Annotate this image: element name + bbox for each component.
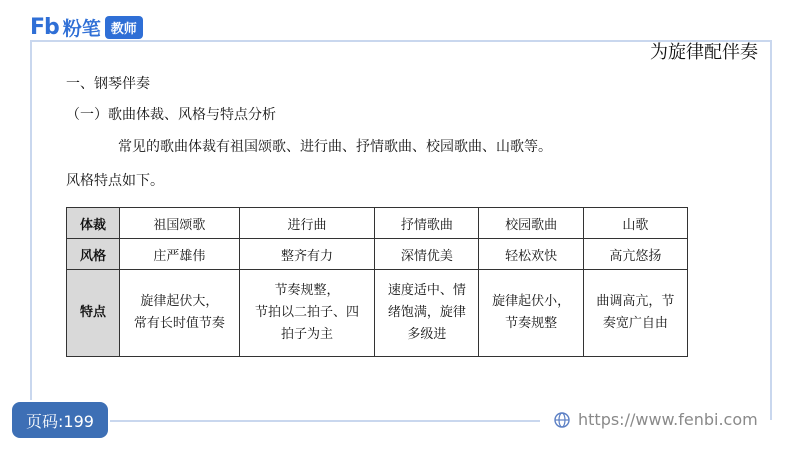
table-row — [67, 208, 688, 239]
cell-line: 曲调高亢，节 — [596, 294, 675, 309]
row-header: 特点 — [67, 270, 120, 357]
table-cell: 整齐有力 — [239, 239, 374, 270]
subsection-heading: （一）歌曲体裁、风格与特点分析 — [66, 107, 276, 123]
cell-line: 节拍以二拍子、四 — [255, 305, 360, 320]
table-cell: 山歌 — [583, 208, 687, 239]
table-cell — [120, 270, 240, 357]
table-row — [67, 270, 688, 357]
cell-line: 奏宽广自由 — [602, 316, 668, 331]
brand-mark: Fb — [30, 14, 59, 40]
table-cell — [239, 270, 374, 357]
table-cell: 抒情歌曲 — [375, 208, 479, 239]
cell-line: 常有长时值节奏 — [133, 316, 225, 331]
table-cell — [479, 270, 583, 357]
page-topic: 为旋律配伴奏 — [650, 42, 758, 63]
frame-bottom-line — [110, 420, 540, 422]
page-number-badge: 页码:199 — [12, 402, 108, 438]
site-url-text[interactable]: https://www.fenbi.com — [578, 410, 758, 429]
brand-logo — [30, 14, 143, 40]
genre-style-table — [66, 207, 688, 357]
cell-line: 节奏规整 — [505, 316, 558, 331]
section-heading: 一、钢琴伴奏 — [66, 76, 150, 92]
table-cell: 校园歌曲 — [479, 208, 583, 239]
cell-line: 绪饱满，旋律 — [387, 305, 466, 320]
body-paragraph-cont: 风格特点如下。 — [66, 173, 164, 189]
body-paragraph: 常见的歌曲体裁有祖国颂歌、进行曲、抒情歌曲、校园歌曲、山歌等。 — [118, 139, 552, 155]
frame-right-line — [770, 40, 772, 420]
table-cell: 轻松欢快 — [479, 239, 583, 270]
table-cell: 深情优美 — [375, 239, 479, 270]
row-header: 体裁 — [67, 208, 120, 239]
cell-line: 旋律起伏小， — [492, 294, 571, 309]
cell-line: 多级进 — [407, 327, 447, 342]
row-header: 风格 — [67, 239, 120, 270]
table-cell — [375, 270, 479, 357]
globe-icon — [554, 412, 570, 428]
site-url[interactable] — [554, 410, 758, 429]
table-cell — [583, 270, 687, 357]
frame-left-line — [30, 40, 32, 400]
table-cell: 祖国颂歌 — [120, 208, 240, 239]
cell-line: 旋律起伏大， — [140, 294, 219, 309]
brand-badge: 教师 — [105, 16, 143, 39]
brand-name: 粉笔 — [62, 17, 101, 40]
table-row — [67, 239, 688, 270]
cell-line: 拍子为主 — [281, 327, 334, 342]
table-cell: 庄严雄伟 — [120, 239, 240, 270]
cell-line: 节奏规整， — [274, 283, 340, 298]
table-cell: 进行曲 — [239, 208, 374, 239]
cell-line: 速度适中、情 — [387, 283, 466, 298]
table-cell: 高亢悠扬 — [583, 239, 687, 270]
